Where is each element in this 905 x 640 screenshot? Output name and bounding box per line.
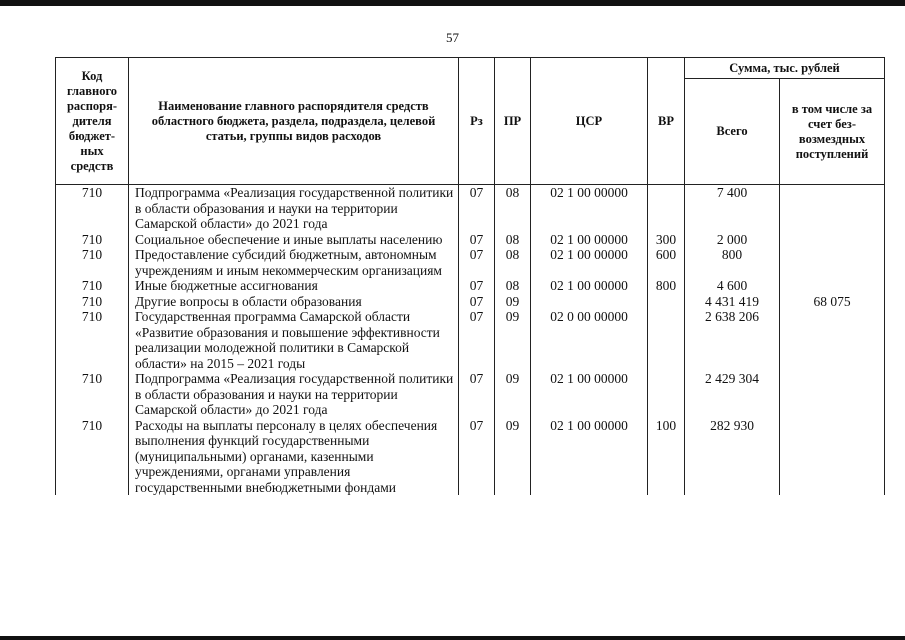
cell-incl bbox=[780, 309, 885, 371]
cell-code: 710 bbox=[56, 247, 129, 278]
cell-pr: 09 bbox=[495, 371, 531, 418]
cell-name: Подпрограмма «Реализация государственной политики в области образования и науки на территории Самарской области» до 2021 года bbox=[129, 371, 459, 418]
cell-vr bbox=[648, 185, 685, 232]
cell-incl bbox=[780, 278, 885, 294]
table-row bbox=[56, 294, 885, 310]
header-pr: ПР bbox=[495, 58, 531, 185]
cell-pr: 09 bbox=[495, 294, 531, 310]
header-name: Наименование главного распорядителя средств областного бюджета, раздела, подраздела, целевой статьи, группы видов расходов bbox=[129, 58, 459, 185]
cell-csr: 02 1 00 00000 bbox=[531, 185, 648, 232]
table-row bbox=[56, 278, 885, 294]
cell-vr: 100 bbox=[648, 418, 685, 496]
cell-vr: 300 bbox=[648, 232, 685, 248]
cell-total: 7 400 bbox=[685, 185, 780, 232]
cell-vr bbox=[648, 371, 685, 418]
cell-name: Другие вопросы в области образования bbox=[129, 294, 459, 310]
cell-rz: 07 bbox=[459, 418, 495, 496]
cell-csr: 02 1 00 00000 bbox=[531, 247, 648, 278]
cell-pr: 08 bbox=[495, 185, 531, 232]
cell-incl bbox=[780, 247, 885, 278]
cell-code: 710 bbox=[56, 278, 129, 294]
header-total: Всего bbox=[685, 79, 780, 185]
cell-code: 710 bbox=[56, 371, 129, 418]
bottom-border bbox=[0, 636, 905, 640]
header-sum: Сумма, тыс. рублей bbox=[685, 58, 885, 79]
cell-incl bbox=[780, 232, 885, 248]
table-row bbox=[56, 371, 885, 418]
cell-rz: 07 bbox=[459, 371, 495, 418]
cell-code: 710 bbox=[56, 309, 129, 371]
cell-name: Социальное обеспечение и иные выплаты населению bbox=[129, 232, 459, 248]
cell-total: 2 000 bbox=[685, 232, 780, 248]
cell-incl bbox=[780, 371, 885, 418]
cell-vr bbox=[648, 294, 685, 310]
cell-name: Предоставление субсидий бюджетным, автономным учреждениям и иным некоммерческим организациям bbox=[129, 247, 459, 278]
cell-name: Государственная программа Самарской области «Развитие образования и повышение эффективности реализации молодежной политики в Самарской области» на 2015 – 2021 годы bbox=[129, 309, 459, 371]
cell-vr: 800 bbox=[648, 278, 685, 294]
cell-vr: 600 bbox=[648, 247, 685, 278]
table-row bbox=[56, 418, 885, 496]
cell-pr: 09 bbox=[495, 418, 531, 496]
cell-csr: 02 1 00 00000 bbox=[531, 278, 648, 294]
header-csr: ЦСР bbox=[531, 58, 648, 185]
header-incl: в том числе за счет без-возмездных поступлений bbox=[780, 79, 885, 185]
table-row bbox=[56, 247, 885, 278]
cell-rz: 07 bbox=[459, 185, 495, 232]
table-row bbox=[56, 185, 885, 232]
page-number: 57 bbox=[446, 30, 459, 45]
cell-total: 4 600 bbox=[685, 278, 780, 294]
header-vr: ВР bbox=[648, 58, 685, 185]
cell-incl bbox=[780, 418, 885, 496]
cell-total: 2 429 304 bbox=[685, 371, 780, 418]
cell-pr: 09 bbox=[495, 309, 531, 371]
cell-total: 4 431 419 bbox=[685, 294, 780, 310]
cell-code: 710 bbox=[56, 294, 129, 310]
cell-total: 282 930 bbox=[685, 418, 780, 496]
cell-pr: 08 bbox=[495, 232, 531, 248]
cell-code: 710 bbox=[56, 232, 129, 248]
cell-rz: 07 bbox=[459, 232, 495, 248]
table-row bbox=[56, 309, 885, 371]
cell-rz: 07 bbox=[459, 247, 495, 278]
cell-incl: 68 075 bbox=[780, 294, 885, 310]
cell-name: Иные бюджетные ассигнования bbox=[129, 278, 459, 294]
top-border bbox=[0, 0, 905, 6]
cell-total: 2 638 206 bbox=[685, 309, 780, 371]
cell-incl bbox=[780, 185, 885, 232]
cell-csr: 02 1 00 00000 bbox=[531, 232, 648, 248]
cell-rz: 07 bbox=[459, 294, 495, 310]
cell-csr: 02 1 00 00000 bbox=[531, 418, 648, 496]
budget-table bbox=[55, 57, 885, 495]
cell-rz: 07 bbox=[459, 309, 495, 371]
cell-code: 710 bbox=[56, 418, 129, 496]
cell-code: 710 bbox=[56, 185, 129, 232]
cell-name: Расходы на выплаты персоналу в целях обеспечения выполнения функций государственными (муниципальными) органами, казенными учреждениями, органами управления государственными внебюджетными фондами bbox=[129, 418, 459, 496]
cell-pr: 08 bbox=[495, 278, 531, 294]
cell-total: 800 bbox=[685, 247, 780, 278]
header-code: Код главного распоря-дителя бюджет-ных средств bbox=[56, 58, 129, 185]
header-rz: Рз bbox=[459, 58, 495, 185]
cell-vr bbox=[648, 309, 685, 371]
cell-pr: 08 bbox=[495, 247, 531, 278]
cell-csr: 02 1 00 00000 bbox=[531, 371, 648, 418]
cell-csr: 02 0 00 00000 bbox=[531, 309, 648, 371]
table-row bbox=[56, 232, 885, 248]
cell-name: Подпрограмма «Реализация государственной политики в области образования и науки на территории Самарской области» до 2021 года bbox=[129, 185, 459, 232]
cell-csr bbox=[531, 294, 648, 310]
cell-rz: 07 bbox=[459, 278, 495, 294]
